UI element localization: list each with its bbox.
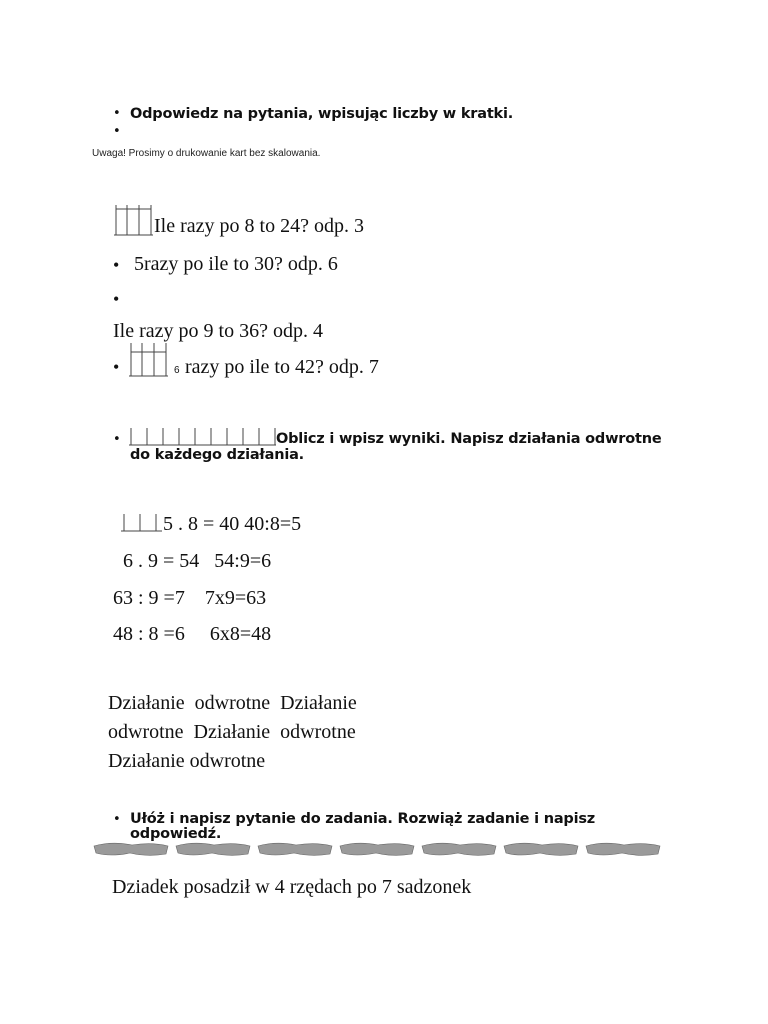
task-text: Dziadek posadził w 4 rzędach po 7 sadzonek xyxy=(112,876,472,898)
instruction-write-question-line2: odpowiedź. xyxy=(130,826,222,842)
inverse-label-line3: Działanie odwrotne xyxy=(108,750,266,772)
question-2: 5razy po ile to 30? odp. 6 xyxy=(134,253,338,275)
question-3: Ile razy po 9 to 36? odp. 4 xyxy=(113,320,323,342)
equation-2: 6 . 9 = 54 54:9=6 xyxy=(123,550,272,572)
answer-grid-long xyxy=(128,426,278,448)
bullet: • xyxy=(113,255,120,275)
question-1: Ile razy po 8 to 24? odp. 3 xyxy=(154,215,364,237)
instruction-calculate-line2: do każdego działania. xyxy=(130,447,304,463)
notice-no-scaling: Uwaga! Prosimy o drukowanie kart bez skalowania. xyxy=(92,148,321,159)
bullet: • xyxy=(113,289,120,309)
instruction-calculate-line1: Oblicz i wpisz wyniki. Napisz działania odwrotne xyxy=(276,431,662,447)
inverse-label-line2: odwrotne Działanie odwrotne xyxy=(108,721,356,743)
bullet: • xyxy=(113,124,121,139)
instruction-write-question-line1: Ułóż i napisz pytanie do zadania. Rozwiąż zadanie i napisz xyxy=(130,811,596,827)
answer-grid-small xyxy=(120,510,164,534)
equation-1: 5 . 8 = 40 40:8=5 xyxy=(163,513,302,535)
equation-3: 63 : 9 =7 7x9=63 xyxy=(113,587,267,609)
question-4: razy po ile to 42? odp. 7 xyxy=(185,356,379,378)
small-digit: 6 xyxy=(174,365,180,376)
decorative-strip xyxy=(92,840,672,858)
equation-4: 48 : 8 =6 6x8=48 xyxy=(113,623,272,645)
bullet: • xyxy=(113,106,121,121)
bullet: • xyxy=(113,432,121,447)
instruction-answer-questions: Odpowiedz na pytania, wpisując liczby w kratki. xyxy=(130,106,514,122)
bullet: • xyxy=(113,812,121,827)
bullet: • xyxy=(113,357,120,377)
answer-grid xyxy=(128,343,170,379)
inverse-label-line1: Działanie odwrotne Działanie xyxy=(108,692,357,714)
answer-grid xyxy=(113,205,155,237)
